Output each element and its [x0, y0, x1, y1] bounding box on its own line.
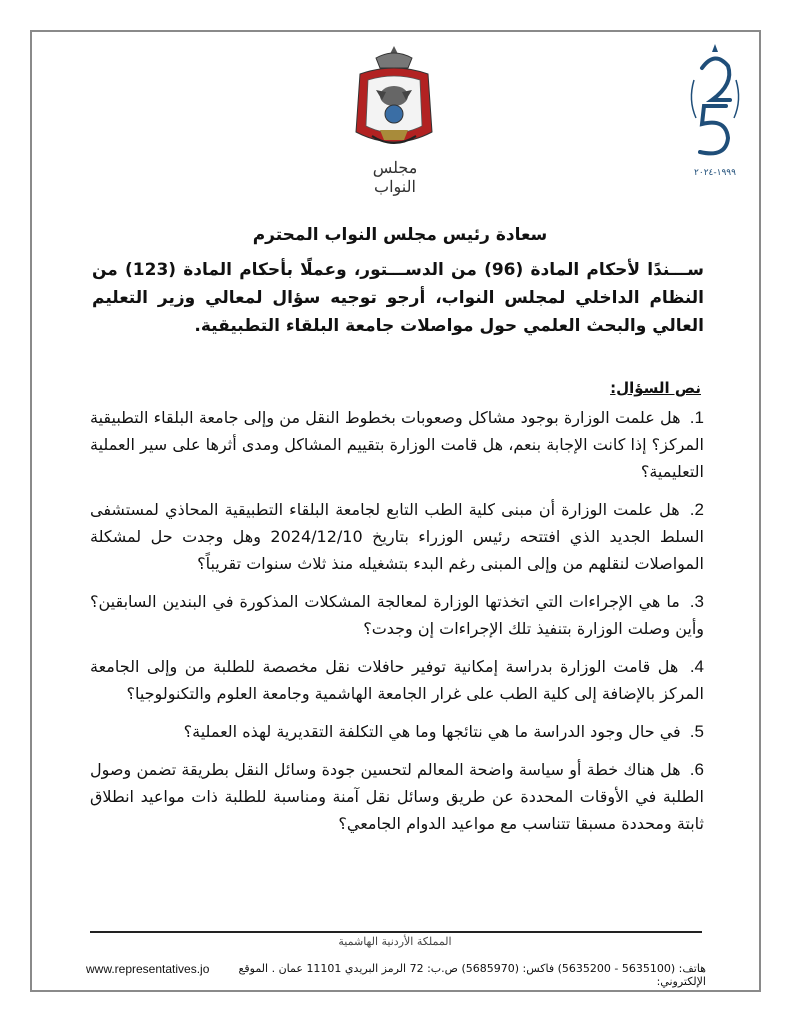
question-number: 1.: [689, 408, 704, 427]
question-text: هل علمت الوزارة أن مبنى كلية الطب التابع لجامعة البلقاء التطبيقية المحاذي لمستشفى السلط الجديد الذي افتتحه رئيس الوزراء بتاريخ 2024/12/10 وهل وجدت حل لمشكلة المواصلات لنقلهم من وإلى المبنى رغم البدء بتشغيله منذ ثلاث سنوات تقريباً؟: [90, 500, 704, 573]
question-item: [90, 404, 704, 485]
question-item: [90, 496, 704, 577]
questions-heading: نص السؤال:: [610, 379, 701, 397]
jubilee-years: ١٩٩٩-٢٠٢٤: [694, 168, 736, 178]
salutation: سعادة رئيس مجلس النواب المحترم: [252, 225, 548, 245]
question-number: 5.: [689, 722, 704, 741]
footer-divider: [90, 931, 702, 933]
council-name: مجلس النواب: [372, 158, 418, 196]
website-link[interactable]: www.representatives.jo: [86, 962, 210, 976]
question-item: [90, 653, 704, 707]
jordan-emblem-icon: [346, 40, 442, 160]
question-item: [90, 588, 704, 642]
question-item: [90, 756, 704, 837]
intro-paragraph: ســـندًا لأحكام المادة (96) من الدســـتور، وعملًا بأحكام المادة (123) من النظام الداخلي لمجلس النواب، أرجو توجيه سؤال لمعالي وزير التعليم العالي والبحث العلمي حول مواصلات جامعة البلقاء التطبيقية.: [92, 260, 704, 336]
questions-list: [90, 404, 704, 848]
contact-details: هاتف: (5635100 - 5635200) فاكس: (5685970) ص.ب: 72 الرمز البريدي 11101 عمان . الموقع الإلكتروني:: [238, 962, 706, 988]
question-item: [90, 718, 704, 745]
question-text: ما هي الإجراءات التي اتخذتها الوزارة لمعالجة المشكلات المذكورة في البندين السابقين؟ وأين وصلت الوزارة بتنفيذ تلك الإجراءات إن وجدت؟: [90, 592, 704, 638]
question-number: 6.: [689, 760, 704, 779]
footer-kingdom-name: المملكة الأردنية الهاشمية: [338, 935, 452, 948]
question-number: 2.: [689, 500, 704, 519]
silver-jubilee-logo-icon: [682, 40, 748, 180]
question-text: هل هناك خطة أو سياسة واضحة المعالم لتحسين جودة وسائل النقل بطريقة تضمن وصول الطلبة في الأوقات المحددة عن طريق وسائل نقل آمنة ومناسبة للطلبة ذات مواعيد انطلاق ثابتة ومحددة مسبقا تتناسب مع مواعيد الدوام الجامعي؟: [90, 760, 704, 833]
question-number: 3.: [689, 592, 704, 611]
question-text: هل قامت الوزارة بدراسة إمكانية توفير حافلات نقل مخصصة للطلبة من وإلى الجامعة المركز بالإضافة إلى كلية الطب على غرار الجامعة الهاشمية وجامعة العلوم والتكنولوجيا؟: [90, 657, 704, 703]
question-number: 4.: [689, 657, 705, 676]
question-text: هل علمت الوزارة بوجود مشاكل وصعوبات بخطوط النقل من وإلى جامعة البلقاء التطبيقية المركز؟ إذا كانت الإجابة بنعم، هل قامت الوزارة بتقييم المشاكل ومدى أثرها على سير العملية التعليمية؟: [90, 408, 704, 481]
question-text: في حال وجود الدراسة ما هي نتائجها وما هي التكلفة التقديرية لهذه العملية؟: [183, 722, 681, 741]
footer-contact: [86, 962, 706, 988]
